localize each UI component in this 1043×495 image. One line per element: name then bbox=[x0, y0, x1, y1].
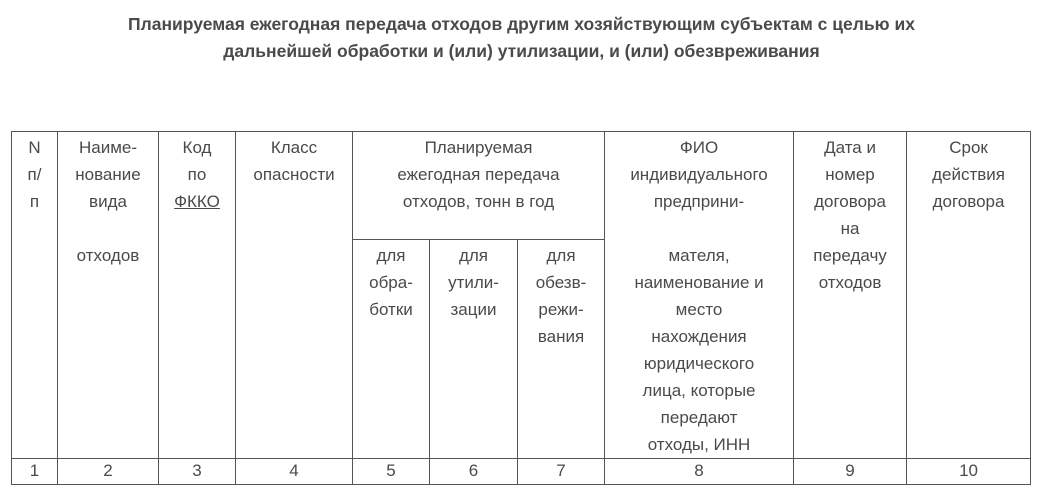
header-hazard-class: Класс опасности bbox=[236, 132, 353, 459]
header-for-neutralization: для обезв- режи- вания bbox=[518, 240, 605, 459]
column-number: 8 bbox=[605, 459, 794, 485]
column-number: 10 bbox=[907, 459, 1031, 485]
title-line-1: Планируемая ежегодная передача отходов другим хозяйствующим субъектам с целью их bbox=[128, 14, 915, 34]
column-number: 6 bbox=[430, 459, 518, 485]
waste-transfer-table bbox=[11, 131, 1031, 485]
header-contract-date: Дата и номер договора на передачу отходов bbox=[794, 132, 907, 459]
document-title bbox=[0, 11, 1043, 65]
column-number: 9 bbox=[794, 459, 907, 485]
column-number: 5 bbox=[353, 459, 430, 485]
header-contract-term: Срок действия договора bbox=[907, 132, 1031, 459]
header-fkko-code: Код по ФККО bbox=[159, 132, 236, 459]
fkko-link[interactable]: ФККО bbox=[174, 192, 220, 211]
column-number: 4 bbox=[236, 459, 353, 485]
header-for-processing: для обра- ботки bbox=[353, 240, 430, 459]
column-number: 1 bbox=[12, 459, 58, 485]
header-for-utilization: для утили- зации bbox=[430, 240, 518, 459]
header-number: N п/ п bbox=[12, 132, 58, 459]
column-number: 3 bbox=[159, 459, 236, 485]
column-number-row bbox=[12, 459, 1031, 485]
column-number: 7 bbox=[518, 459, 605, 485]
title-line-2: дальнейшей обработки и (или) утилизации, и (или) обезвреживания bbox=[223, 41, 820, 61]
header-waste-name: Наиме- нование вида отходов bbox=[58, 132, 159, 459]
column-number: 2 bbox=[58, 459, 159, 485]
header-recipient-info: ФИО индивидуального предприни- мателя, наименование и место нахождения юридического лица, которые передают отходы, ИНН bbox=[605, 132, 794, 459]
header-planned-transfer: Планируемая ежегодная передача отходов, тонн в год bbox=[353, 132, 605, 240]
